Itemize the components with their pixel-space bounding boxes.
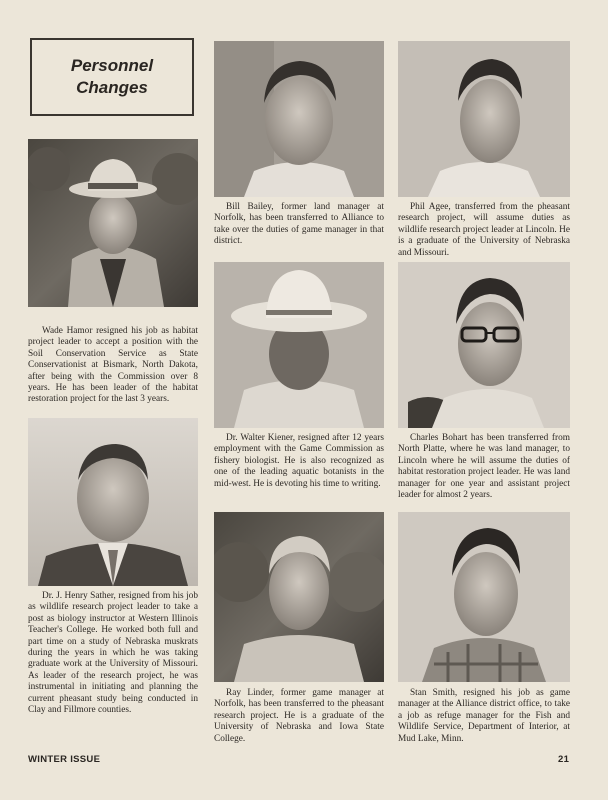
- footer-page-number: 21: [558, 754, 570, 765]
- page-title-line1: Personnel: [70, 56, 154, 75]
- portrait-man-plaid-shirt-icon: [398, 512, 570, 682]
- portrait-man-suit-icon: [28, 418, 198, 586]
- bill-bailey-photo: [214, 41, 384, 197]
- portrait-man-glasses-icon: [398, 262, 570, 428]
- charles-bohart-caption: Charles Bohart has been transferred from North Platte, where he was land manager, to Lincoln where he will assume the duties of habitat restoration project leader. He was land manager for one year and assistant project leader for almost 2 years.: [398, 433, 570, 501]
- portrait-man-outdoors-icon: [214, 512, 384, 682]
- wade-hamor-photo: [28, 139, 198, 307]
- stan-smith-photo: [398, 512, 570, 682]
- walter-kiener-photo: [214, 262, 384, 428]
- portrait-man-hat-coat-icon: [28, 139, 198, 307]
- phil-agee-caption: Phil Agee, transferred from the pheasant research project, will assume duties as wildlife research project leader at Lincoln. He is a graduate of the University of Nebraska and Missouri.: [398, 202, 570, 258]
- footer-issue-label: WINTER ISSUE: [28, 754, 101, 765]
- portrait-man-cowboy-hat-icon: [214, 262, 384, 428]
- portrait-man-icon: [214, 41, 384, 197]
- phil-agee-photo: [398, 41, 570, 197]
- charles-bohart-photo: [398, 262, 570, 428]
- stan-smith-caption: Stan Smith, resigned his job as game manager at the Alliance district office, to take a job as refuge manager for the Fish and Wildlife Service, Department of Interior, at Mud Lake, Minn.: [398, 688, 570, 744]
- bill-bailey-caption: Bill Bailey, former land manager at Norfolk, has been transferred to Alliance to take over the duties of game manager in that district.: [214, 202, 384, 247]
- ray-linder-caption: Ray Linder, former game manager at Norfolk, has been transferred to the pheasant research project. He is a graduate of the University of Nebraska and Iowa State College.: [214, 688, 384, 744]
- walter-kiener-caption: Dr. Walter Kiener, resigned after 12 years employment with the Game Commission as fishery biologist. He is also recognized as one of the leading aquatic botanists in the mid-west. He is devoting his time to writing.: [214, 433, 384, 489]
- portrait-man-icon: [398, 41, 570, 197]
- henry-sather-photo: [28, 418, 198, 586]
- henry-sather-caption: Dr. J. Henry Sather, resigned from his job as wildlife research project leader to take a post as biology instructor at Western Illinois Teacher's College. He worked both full and part time on a study of Nebraska muskrats during the years in which he was taking graduate work at the University of Missouri. As leader of the research project, he was instrumental in initiating and planning the current pheasant study being conducted in Clay and Fillmore counties.: [28, 591, 198, 716]
- page-title-box: [30, 38, 194, 116]
- ray-linder-photo: [214, 512, 384, 682]
- page-title-line2: Changes: [76, 78, 148, 97]
- wade-hamor-caption: Wade Hamor resigned his job as habitat project leader to accept a position with the Soil Conservation Service as State Conservationist at Bismark, North Dakota, after being with the Commission over 8 years. He has been leader of the habitat restoration project for the last 3 years.: [28, 326, 198, 405]
